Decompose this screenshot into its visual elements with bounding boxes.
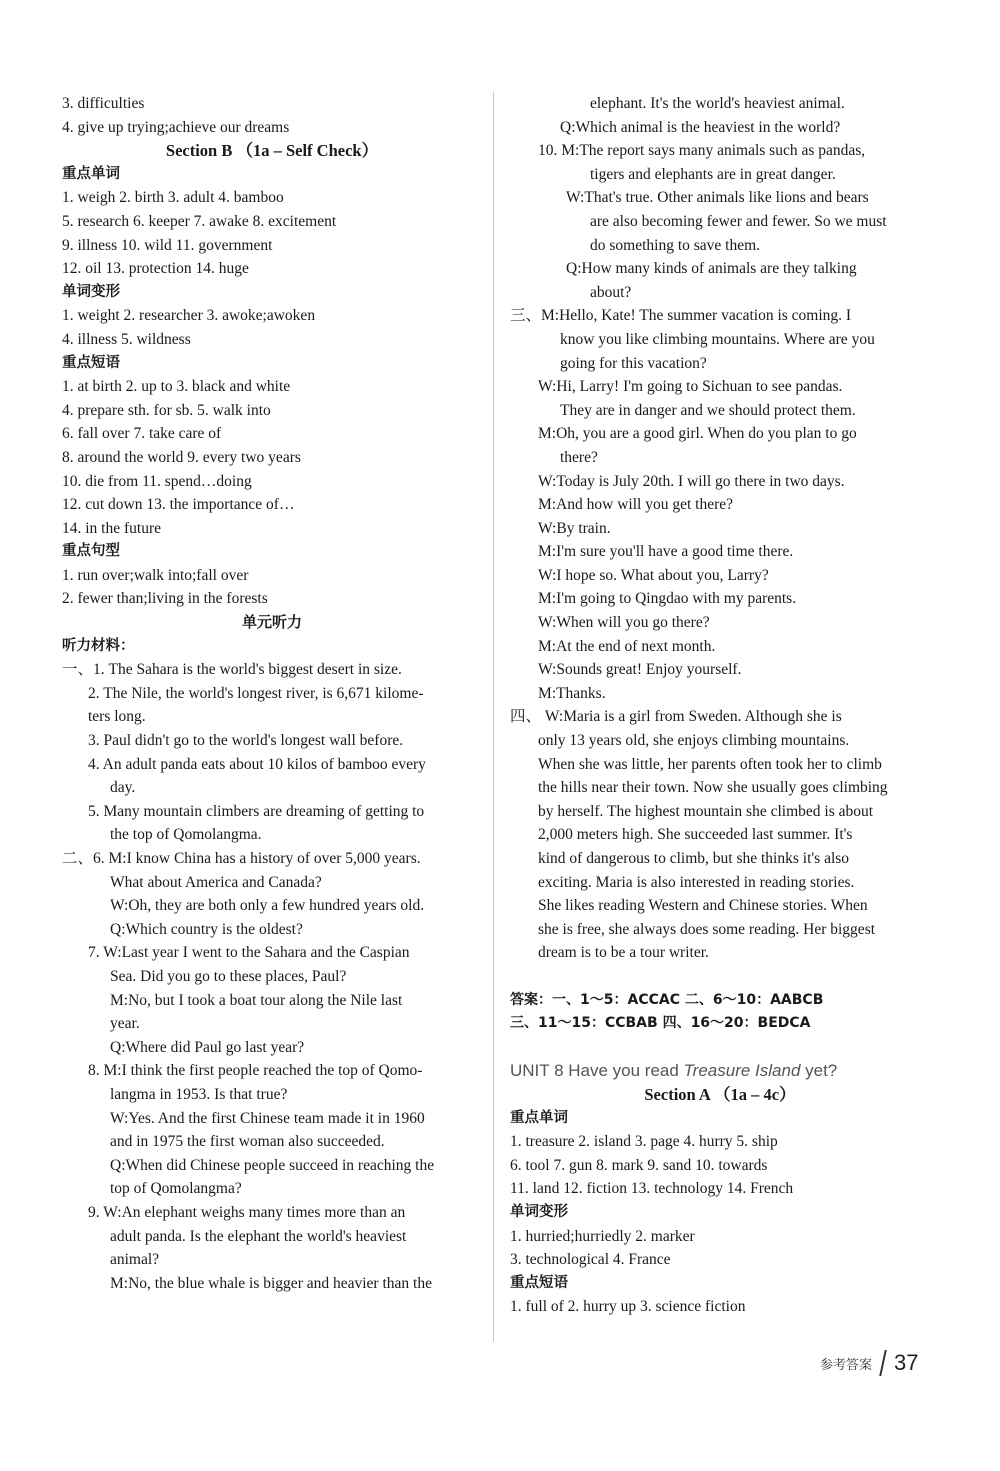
text-line: 1. treasure 2. island 3. page 4. hurry 5. ship [510, 1133, 778, 1151]
subsection-label: 单词变形 [62, 283, 120, 300]
footer-label: 参考答案 [820, 1357, 873, 1373]
text-line: there? [560, 448, 598, 466]
text-line: year. [110, 1015, 140, 1033]
text-line: 2. fewer than;living in the forests [62, 590, 268, 608]
text-line: 4. An adult panda eats about 10 kilos of bamboo every [88, 755, 426, 773]
text-line: Q:Where did Paul go last year? [110, 1038, 305, 1056]
text-line: 11. land 12. fiction 13. technology 14. French [510, 1180, 794, 1198]
text-line: 7. W:Last year I went to the Sahara and the Caspian [88, 944, 410, 962]
text-line: about? [590, 283, 632, 301]
text-line: M:And how will you get there? [538, 496, 734, 514]
text-line: by herself. The highest mountain she climbed is about [538, 802, 874, 820]
text-line: 1. run over;walk into;fall over [62, 566, 249, 584]
section-heading: Section A （1a – 4c） [644, 1084, 796, 1104]
subsection-label: 重点单词 [510, 1109, 568, 1126]
unit-heading-prefix: UNIT 8 Have you read [510, 1061, 684, 1081]
text-line: elephant. It's the world's heaviest animal. [590, 95, 845, 112]
text-line: dream is to be a tour writer. [538, 944, 709, 962]
text-line: They are in danger and we should protect them. [560, 401, 856, 419]
text-line: W:I hope so. What about you, Larry? [538, 566, 769, 584]
section-heading: 单元听力 [241, 613, 302, 632]
text-line: Q:Which country is the oldest? [110, 920, 303, 938]
subsection-label: 重点单词 [62, 165, 120, 182]
text-line: 2,000 meters high. She succeeded last summer. It's [538, 826, 853, 844]
text-line: 3. technological 4. France [510, 1251, 671, 1269]
text-line: only 13 years old, she enjoys climbing mountains. [538, 732, 850, 750]
text-line: W:Yes. And the first Chinese team made it in 1960 [110, 1109, 425, 1127]
text-line: 4. prepare sth. for sb. 5. walk into [62, 401, 271, 419]
text-line: do something to save them. [590, 236, 761, 254]
page-footer [820, 1350, 919, 1376]
footer-separator [879, 1350, 887, 1376]
text-line: langma in 1953. Is that true? [110, 1085, 288, 1103]
text-line: animal? [110, 1251, 160, 1269]
text-line: kind of dangerous to climb, but she thinks it's also [538, 850, 850, 867]
text-line: W:When will you go there? [538, 614, 710, 632]
text-line: W:Hi, Larry! I'm going to Sichuan to see pandas. [538, 378, 843, 396]
text-line: Q:How many kinds of animals are they talking [566, 260, 857, 278]
text-line: 2. The Nile, the world's longest river, is 6,671 kilome- [88, 684, 424, 702]
text-line: Q:When did Chinese people succeed in reaching the [110, 1156, 435, 1174]
text-line: ters long. [88, 708, 146, 726]
text-line: 三、M:Hello, Kate! The summer vacation is coming. I [510, 307, 852, 325]
text-line: adult panda. Is the elephant the world's heaviest [110, 1227, 407, 1245]
text-line: W:That's true. Other animals like lions and bears [566, 189, 869, 207]
text-line: 9. W:An elephant weighs many times more than an [88, 1203, 406, 1221]
text-line: M:No, but I took a boat tour along the Nile last [110, 991, 403, 1009]
text-line: M:I'm going to Qingdao with my parents. [538, 590, 797, 608]
text-line: 8. around the world 9. every two years [62, 448, 301, 466]
text-line: 3. difficulties [62, 95, 145, 112]
text-line: are also becoming fewer and fewer. So we must [590, 212, 887, 230]
text-line: 1. full of 2. hurry up 3. science fiction [510, 1298, 746, 1316]
text-line: W:Sounds great! Enjoy yourself. [538, 661, 742, 679]
text-line: top of Qomolangma? [110, 1180, 242, 1198]
left-column [62, 92, 482, 1295]
text-line: W:Today is July 20th. I will go there in two days. [538, 472, 845, 490]
text-line: know you like climbing mountains. Where are you [560, 330, 875, 348]
text-line: 10. die from 11. spend…doing [62, 472, 252, 490]
unit-heading [510, 1059, 930, 1083]
text-line: M:No, the blue whale is bigger and heavier than the [110, 1274, 432, 1292]
page-number: 37 [894, 1350, 919, 1375]
text-line: 6. tool 7. gun 8. mark 9. sand 10. towards [510, 1156, 768, 1174]
right-column [510, 92, 930, 1319]
subsection-label: 听力材料： [62, 637, 135, 654]
text-line: Sea. Did you go to these places, Paul? [110, 967, 347, 985]
text-line: exciting. Maria is also interested in reading stories. [538, 873, 855, 891]
text-line: W:Oh, they are both only a few hundred years old. [110, 897, 425, 915]
text-line: 1. weigh 2. birth 3. adult 4. bamboo [62, 189, 284, 207]
text-line: going for this vacation? [560, 354, 707, 372]
text-line: 12. oil 13. protection 14. huge [62, 260, 249, 278]
text-line: 5. Many mountain climbers are dreaming of getting to [88, 802, 425, 820]
text-line: M:At the end of next month. [538, 637, 716, 655]
text-line: M:I'm sure you'll have a good time there. [538, 543, 794, 561]
text-line: 4. illness 5. wildness [62, 330, 191, 348]
subsection-label: 重点短语 [510, 1274, 568, 1291]
text-line: 5. research 6. keeper 7. awake 8. excitement [62, 212, 337, 230]
text-line: tigers and elephants are in great danger. [590, 165, 836, 183]
text-line: 9. illness 10. wild 11. government [62, 236, 273, 254]
answer-key-line: 三、11～15：CCBAB 四、16～20：BEDCA [510, 1015, 811, 1032]
text-line: 14. in the future [62, 519, 162, 537]
text-line: Q:Which animal is the heaviest in the world? [560, 118, 841, 136]
text-line [510, 1036, 930, 1060]
text-line: 1. at birth 2. up to 3. black and white [62, 378, 291, 396]
text-line: and in 1975 the first woman also succeeded. [110, 1133, 385, 1151]
text-line: 4. give up trying;achieve our dreams [62, 118, 290, 136]
text-line: 1. hurried;hurriedly 2. marker [510, 1227, 695, 1245]
column-divider [493, 92, 494, 1342]
text-line: 3. Paul didn't go to the world's longest wall before. [88, 732, 404, 750]
subsection-label: 重点短语 [62, 354, 120, 371]
section-heading: Section B （1a – Self Check） [165, 141, 379, 161]
text-line: 一、1. The Sahara is the world's biggest desert in size. [62, 661, 402, 679]
text-line [510, 965, 930, 989]
text-line: the hills near their town. Now she usually goes climbing [538, 779, 888, 797]
text-line: M:Thanks. [538, 684, 606, 702]
unit-heading-suffix: yet? [800, 1061, 838, 1081]
text-line: When she was little, her parents often took her to climb [538, 755, 882, 773]
text-line: 12. cut down 13. the importance of… [62, 496, 295, 514]
answer-key-line: 答案：一、1～5：ACCAC 二、6～10：AABCB [510, 991, 824, 1008]
text-line: What about America and Canada? [110, 873, 322, 891]
text-line: W:By train. [538, 519, 611, 537]
text-line: day. [110, 779, 136, 797]
text-line: 1. weight 2. researcher 3. awoke;awoken [62, 307, 316, 325]
text-line: 二、6. M:I know China has a history of over 5,000 years. [62, 850, 421, 867]
text-line: 10. M:The report says many animals such as pandas, [538, 142, 866, 160]
text-line: 8. M:I think the first people reached the top of Qomo- [88, 1062, 423, 1080]
subsection-label: 重点句型 [62, 543, 120, 560]
text-line: 四、 W:Maria is a girl from Sweden. Although she is [510, 708, 842, 726]
text-line: M:Oh, you are a good girl. When do you plan to go [538, 425, 857, 443]
text-line: the top of Qomolangma. [110, 826, 262, 844]
unit-heading-book-title: Treasure Island [683, 1061, 801, 1081]
text-line: 6. fall over 7. take care of [62, 425, 222, 443]
text-line: She likes reading Western and Chinese stories. When [538, 897, 868, 915]
subsection-label: 单词变形 [510, 1203, 568, 1220]
text-line: she is free, she always does some reading. Her biggest [538, 920, 876, 938]
